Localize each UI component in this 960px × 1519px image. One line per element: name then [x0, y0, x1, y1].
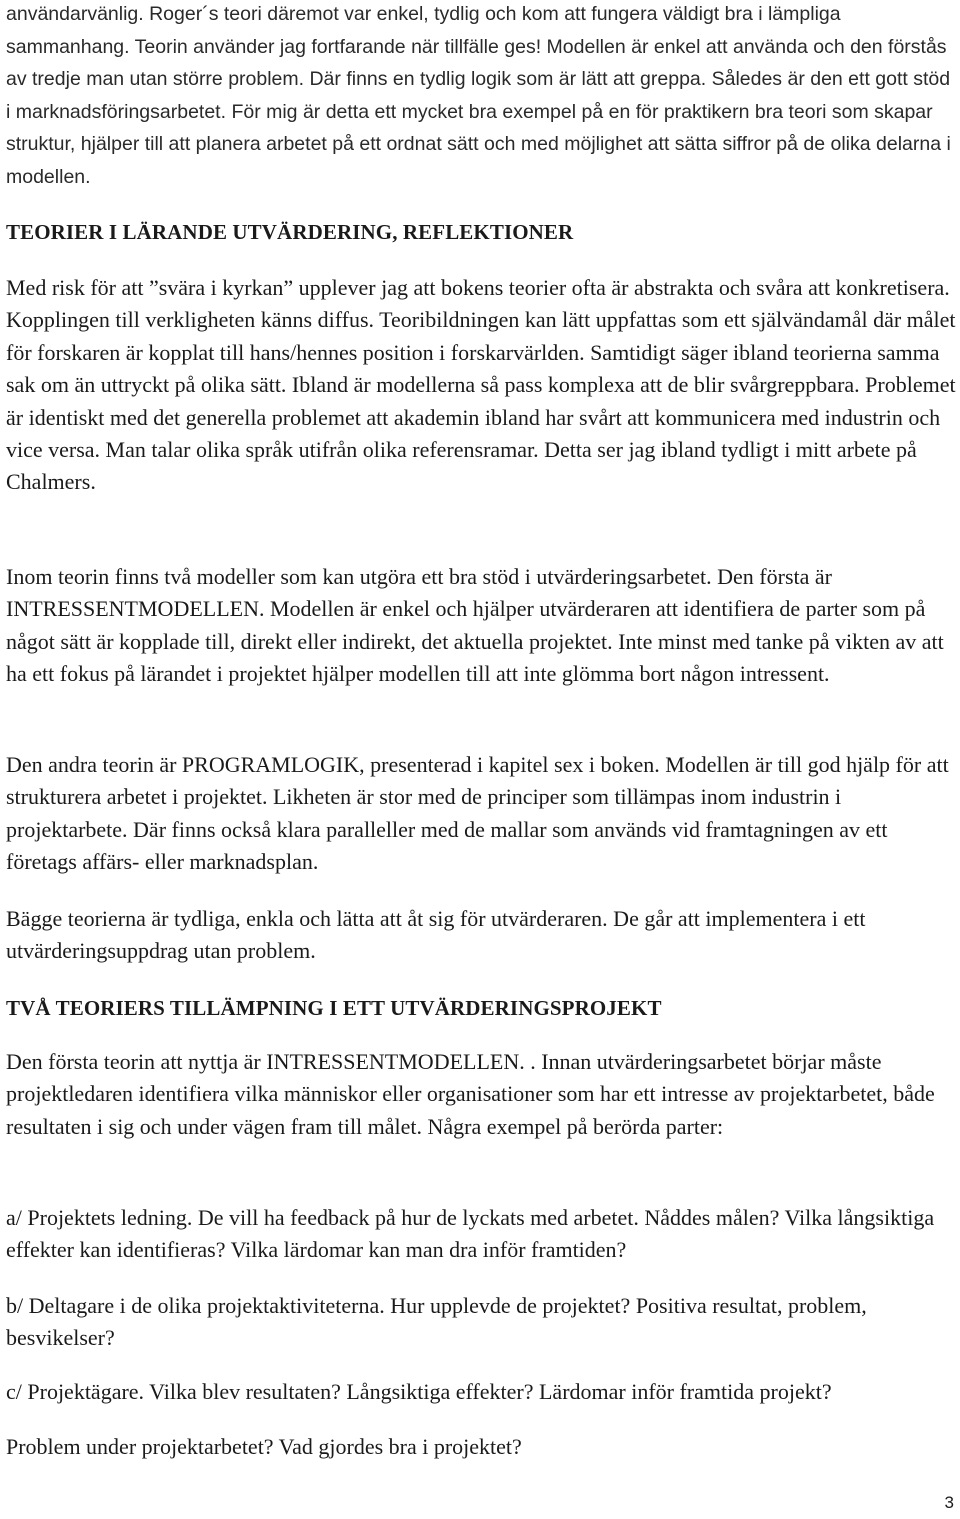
paragraph-application-1: Den första teorin att nyttja är INTRESSENTMODELLEN. . Innan utvärderingsarbetet börjar måste projektledaren identifiera vilka människor eller organisationer som har ett intresse av projektarbetet, både resultaten i sig och under vägen fram till målet. Några exempel på berörda parter:	[6, 1049, 935, 1139]
paragraph-application-b: b/ Deltagare i de olika projektaktiviteterna. Hur upplevde de projektet? Positiva resultat, problem, besvikelser?	[6, 1293, 867, 1351]
paragraph-application-final: Problem under projektarbetet? Vad gjordes bra i projektet?	[6, 1434, 522, 1459]
paragraph-reflections-3: Den andra teorin är PROGRAMLOGIK, presenterad i kapitel sex i boken. Modellen är till god hjälp för att strukturera arbetet i projektet. Likheten är stor med de principer som tillämpas inom industrin i projektarbete. Där finns också klara paralleller med de mallar som används vid framtagningen av ett företags affärs- eller marknadsplan.	[6, 752, 949, 875]
paragraph-reflections-2: Inom teorin finns två modeller som kan utgöra ett bra stöd i utvärderingsarbetet. Den första är INTRESSENTMODELLEN. Modellen är enkel och hjälper utvärderaren att identifiera de parter som på något sätt är kopplade till, direkt eller indirekt, det aktuella projektet. Inte minst med tanke på vikten av att ha ett fokus på lärandet i projektet hjälper modellen till att inte glömma bort någon intressent.	[6, 564, 944, 687]
section-heading-reflections: TEORIER I LÄRANDE UTVÄRDERING, REFLEKTIONER	[6, 220, 574, 244]
intro-paragraph: användarvänlig. Roger´s teori däremot var enkel, tydlig och kom att fungera väldigt bra i lämpliga sammanhang. Teorin använder jag fortfarande när tillfälle ges! Modellen är enkel att använda och den förstås av tredje man utan större problem. Där finns en tydlig logik som är lätt att greppa. Således är den ett gott stöd i marknadsföringsarbetet. För mig är detta ett mycket bra exempel på en för praktikern bra teori som skapar struktur, hjälper till att planera arbetet på ett ordnat sätt och med möjlighet att sätta siffror på de olika delarna i modellen.	[6, 3, 951, 188]
section-heading-application: TVÅ TEORIERS TILLÄMPNING I ETT UTVÄRDERINGSPROJEKT	[6, 996, 662, 1020]
paragraph-application-c: c/ Projektägare. Vilka blev resultaten? Långsiktiga effekter? Lärdomar inför framtida projekt?	[6, 1379, 832, 1404]
paragraph-reflections-1: Med risk för att ”svära i kyrkan” upplever jag att bokens teorier ofta är abstrakta och svåra att konkretisera. Kopplingen till verkligheten känns diffus. Teoribildningen kan lätt uppfattas som ett självändamål där målet för forskaren är kopplat till hans/hennes position i forskarvärlden. Samtidigt säger ibland teorierna samma sak om än uttryckt på olika sätt. Ibland är modellerna så pass komplexa att de blir svårgreppbara. Problemet är identiskt med det generella problemet att akademin ibland har svårt att kommunicera med industrin och vice versa. Man talar olika språk utifrån olika referensramar. Detta ser jag ibland tydligt i mitt arbete på Chalmers.	[6, 275, 956, 495]
page-number: 3	[944, 1493, 954, 1512]
paragraph-reflections-4: Bägge teorierna är tydliga, enkla och lätta att åt sig för utvärderaren. De går att implementera i ett utvärderingsuppdrag utan problem.	[6, 906, 866, 964]
paragraph-application-a: a/ Projektets ledning. De vill ha feedback på hur de lyckats med arbetet. Nåddes målen? Vilka långsiktiga effekter kan identifieras? Vilka lärdomar kan man dra inför framtiden?	[6, 1205, 935, 1263]
